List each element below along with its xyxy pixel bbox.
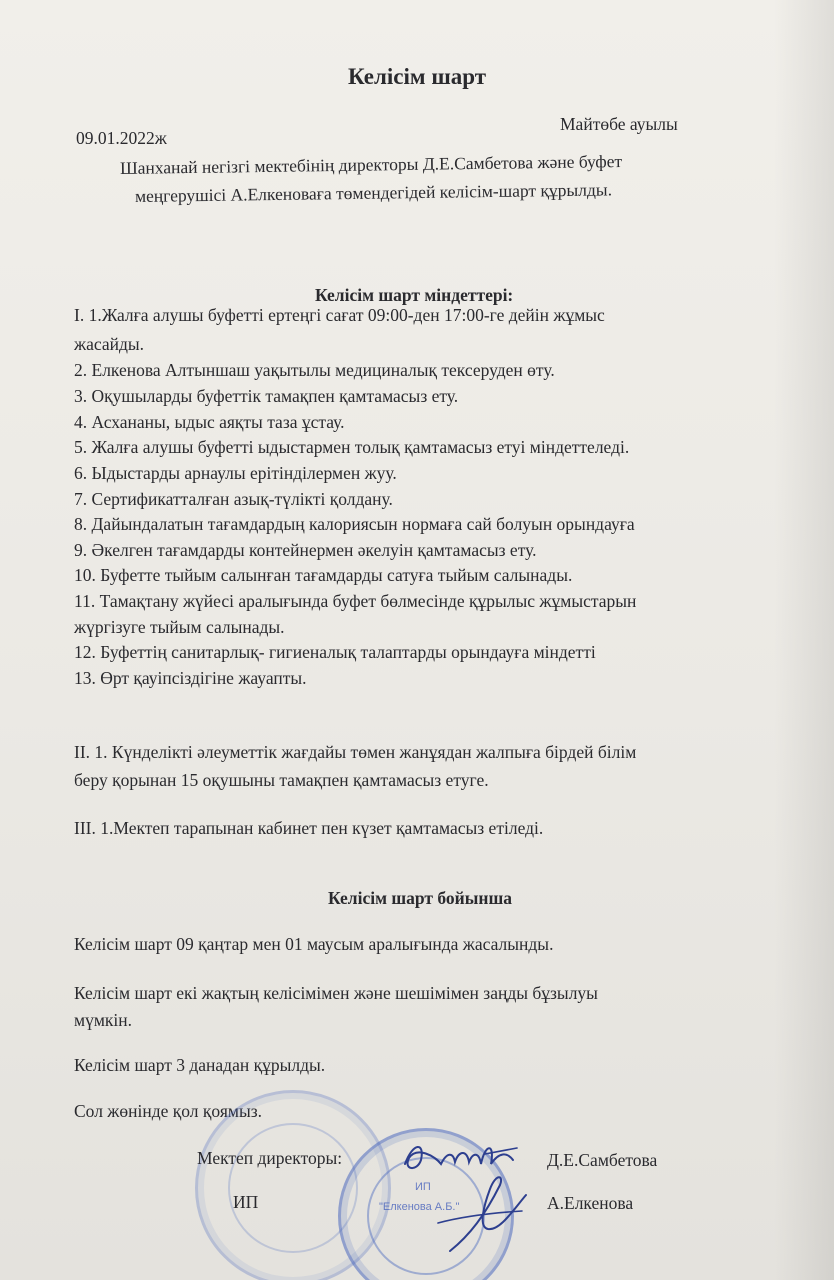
obligation-line: 11. Тамақтану жүйесі аралығында буфет бөлмесінде құрылыс жұмыстарын: [74, 591, 637, 611]
section3-line: III. 1.Мектеп тарапынан кабинет пен күзет қамтамасыз етіледі.: [74, 818, 544, 838]
obligation-line: 8. Дайындалатын тағамдардың калориясын нормаға сай болуын орындауға: [74, 514, 635, 534]
obligation-line: жүргізуге тыйым салынады.: [74, 617, 285, 637]
terms-line: Келісім шарт 3 данадан құрылды.: [74, 1055, 326, 1075]
obligation-line: I. 1.Жалға алушы буфетті ертеңгі сағат 09:00-ден 17:00-ге дейін жұмыс: [74, 305, 605, 325]
director-name: Д.Е.Самбетова: [547, 1150, 658, 1170]
obligation-line: 3. Оқушыларды буфеттік тамақпен қамтамасыз ету.: [74, 386, 459, 406]
terms-heading: Келісім шарт бойынша: [328, 888, 513, 908]
terms-line: мүмкін.: [74, 1010, 133, 1030]
terms-line: Келісім шарт екі жақтың келісімімен және шешімімен заңды бұзылуы: [74, 983, 598, 1003]
ip-label: ИП: [233, 1192, 259, 1212]
section2-line-1: II. 1. Күнделікті әлеуметтік жағдайы төмен жанұядан жалпыға бірдей білім: [74, 742, 637, 762]
ip-signature: [430, 1165, 540, 1260]
document-date: 09.01.2022ж: [76, 128, 167, 148]
obligation-line: 7. Сертификатталған азық-түлікті қолдану.: [74, 489, 393, 509]
obligation-line: жасайды.: [74, 334, 145, 354]
intro-line-2: меңгерушісі А.Елкеноваға төмендегідей келісім-шарт құрылды.: [134, 179, 613, 206]
terms-line: Келісім шарт 09 қаңтар мен 01 маусым аралығында жасалынды.: [74, 934, 554, 954]
obligation-line: 2. Елкенова Алтыншаш уақытылы медициналық тексеруден өту.: [74, 360, 555, 380]
terms-line: Сол жөнінде қол қоямыз.: [74, 1101, 262, 1121]
document-title: Келісім шарт: [348, 64, 487, 89]
document-place: Майтөбе ауылы: [560, 114, 678, 134]
obligation-line: 6. Ыдыстарды арнаулы ерітінділермен жуу.: [74, 463, 397, 483]
obligation-line: 10. Буфетте тыйым салынған тағамдарды сатуға тыйым салынады.: [74, 565, 573, 585]
ip-name: А.Елкенова: [547, 1193, 634, 1213]
obligation-line: 5. Жалға алушы буфетті ыдыстармен толық қамтамасыз етуі міндеттеледі.: [74, 437, 630, 457]
stamp-ip-title: ИП: [415, 1181, 431, 1193]
intro-line-1: Шанханай негізгі мектебінің директоры Д.Е.Самбетова және буфет: [119, 150, 623, 178]
director-label: Мектеп директоры:: [197, 1148, 343, 1168]
obligation-line: 13. Өрт қауіпсіздігіне жауапты.: [74, 668, 307, 688]
page-shadow: [774, 0, 834, 1280]
obligation-line: 4. Асхананы, ыдыс аяқты таза ұстау.: [74, 412, 345, 432]
section2-line-2: беру қорынан 15 оқушыны тамақпен қамтамасыз етуге.: [74, 770, 489, 790]
obligations-heading: Келісім шарт міндеттері:: [315, 285, 514, 305]
obligation-line: 9. Әкелген тағамдарды контейнермен әкелуін қамтамасыз ету.: [74, 540, 537, 560]
obligation-line: 12. Буфеттің санитарлық- гигиеналық талаптарды орындауға міндетті: [74, 642, 596, 662]
stamp-ip-name: "Елкенова А.Б.": [379, 1201, 460, 1213]
